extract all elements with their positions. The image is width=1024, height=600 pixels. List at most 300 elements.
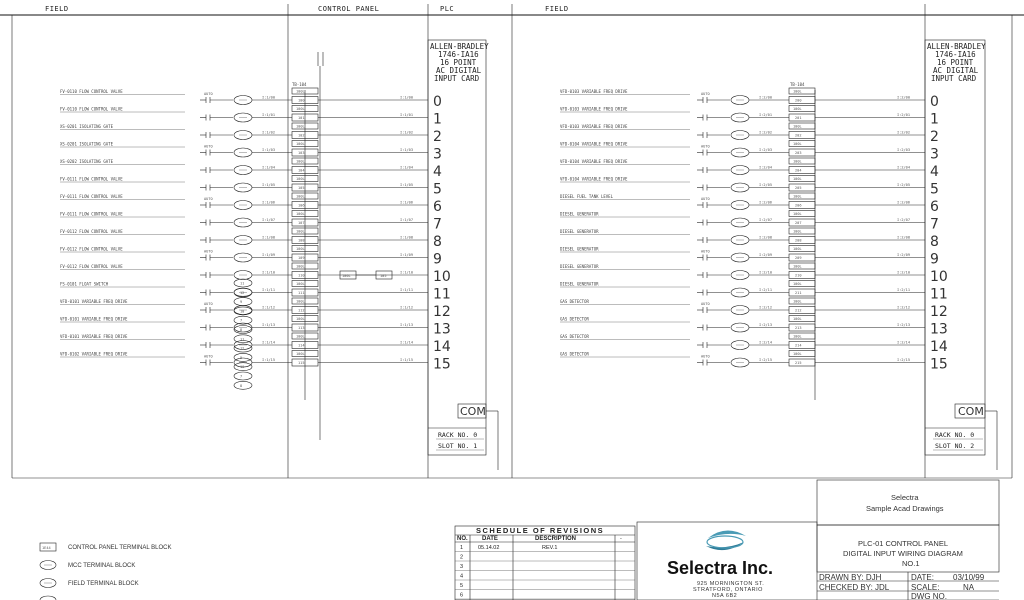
input-point-number: 15 xyxy=(930,356,948,373)
wire-tag: I:2/11 xyxy=(759,288,772,292)
terminal-number: 205 xyxy=(795,186,802,190)
input-point-number: 6 xyxy=(433,199,442,215)
device-description: FV-0112 FLOW CONTROL VALVE xyxy=(60,246,123,252)
drawing-title: DIGITAL INPUT WIRING DIAGRAM xyxy=(843,549,963,558)
device-description: FV-0111 FLOW CONTROL VALVE xyxy=(60,194,123,199)
wire-tag: I:1/07 xyxy=(262,218,275,222)
card-line: INPUT CARD xyxy=(434,74,480,83)
plc-address: I:2/14 xyxy=(897,340,910,345)
device-description: VFD-0104 VARIABLE FREQ DRIVE xyxy=(560,176,628,182)
panel-terminal-block xyxy=(789,202,815,209)
auto-label: AUTO xyxy=(204,302,213,306)
mcc-terminal-symbol xyxy=(234,353,252,361)
device-description: FV-0111 FLOW CONTROL VALVE xyxy=(60,176,123,182)
mcc-terminal-symbol xyxy=(234,381,252,389)
common-terminal-label: 100L xyxy=(296,142,305,146)
revision-no: 6 xyxy=(460,592,464,599)
mcc-terminal-number: 8 xyxy=(240,328,243,332)
device-description: VFD-0103 VARIABLE FREQ DRIVE xyxy=(560,106,628,112)
device-description: DIESEL GENERATOR xyxy=(560,211,599,217)
rack-label-right: RACK NO. 0 xyxy=(935,431,975,439)
rev-col-no: NO. xyxy=(457,536,468,542)
mcc-terminal-number: 12 xyxy=(240,290,245,295)
terminal-number: 108 xyxy=(298,238,305,243)
input-point-number: 12 xyxy=(930,304,948,320)
device-description: FV-0112 FLOW CONTROL VALVE xyxy=(60,229,123,234)
wire-tag: I:2/03 xyxy=(759,148,772,152)
common-terminal-label: 100L xyxy=(296,229,305,234)
wire-tag: I:1/03 xyxy=(262,148,275,152)
mcc-terminal-number: 9 xyxy=(240,355,243,360)
input-point-number: 1 xyxy=(433,111,442,128)
legend-item: FIELD TERMINAL BLOCK xyxy=(68,581,139,587)
panel-terminal-block xyxy=(789,342,815,349)
tb-label-right: TB-104 xyxy=(790,82,805,87)
input-point-number: 2 xyxy=(433,129,442,145)
wire-tag: I:2/04 xyxy=(759,165,772,170)
input-points-left xyxy=(433,94,451,373)
plc-address: I:2/01 xyxy=(897,113,910,117)
plc-address: I:1/03 xyxy=(400,148,413,152)
terminal-number: 201 xyxy=(795,116,802,120)
mcc-terminal-number: 7 xyxy=(240,374,243,379)
device-description: FV-0110 FLOW CONTROL VALVE xyxy=(60,106,123,112)
device-description: DIESEL GENERATOR xyxy=(560,229,599,234)
terminal-number: 100 xyxy=(298,98,305,103)
common-terminal-label: 100L xyxy=(793,124,802,129)
panel-terminal-block xyxy=(789,324,815,331)
legend-item: MCC TERMINAL BLOCK xyxy=(68,563,136,569)
plc-address: I:1/09 xyxy=(400,253,413,257)
auto-label: AUTO xyxy=(701,302,710,306)
auto-label: AUTO xyxy=(204,92,213,96)
device-description: VFD-0101 VARIABLE FREQ DRIVE xyxy=(60,299,128,304)
company-logo xyxy=(706,530,746,550)
panel-terminal-block xyxy=(789,167,815,174)
wire-tag: I:2/15 xyxy=(759,358,772,362)
terminal-number: 202 xyxy=(795,133,802,138)
drawn-by: DRAWN BY: DJH xyxy=(819,573,882,582)
wiring-row xyxy=(560,158,925,175)
wiring-row xyxy=(560,281,925,298)
plc-address: I:1/13 xyxy=(400,323,413,327)
terminal-number: 112 xyxy=(298,308,305,313)
plc-address: I:1/11 xyxy=(400,288,413,292)
common-terminal-label: 100L xyxy=(296,194,305,199)
plc-address: I:1/00 xyxy=(400,95,413,100)
plc-address: I:2/03 xyxy=(897,148,910,152)
terminal-number: 214 xyxy=(795,343,802,348)
device-description: DIESEL FUEL TANK LEVEL xyxy=(560,194,613,199)
common-terminal-label: 100L xyxy=(296,282,305,286)
terminal-number: 206 xyxy=(795,203,802,208)
common-terminal-label: 100L xyxy=(793,282,802,286)
company-address: STRATFORD, ONTARIO xyxy=(693,587,763,593)
plc-address: I:2/12 xyxy=(897,305,910,310)
mcc-terminal-number: 8 xyxy=(240,383,243,388)
auto-label: AUTO xyxy=(204,197,213,201)
wiring-row xyxy=(560,351,925,368)
wire-tag: I:2/07 xyxy=(759,218,772,222)
device-description: VFD-0102 VARIABLE FREQ DRIVE xyxy=(60,351,128,357)
auto-label: AUTO xyxy=(701,197,710,201)
common-terminal-label: 100L xyxy=(296,107,305,111)
input-point-number: 4 xyxy=(433,164,442,180)
panel-terminal-block xyxy=(789,237,815,244)
input-point-number: 9 xyxy=(930,251,939,268)
wiring-row xyxy=(560,176,925,193)
wire-tag: I:2/05 xyxy=(759,183,772,187)
mcc-terminal-number: 11 xyxy=(240,281,245,286)
scale-value: NA xyxy=(963,583,975,592)
terminal-number: 207 xyxy=(795,221,802,225)
common-terminal-label: 100L xyxy=(793,142,802,146)
wire-tag: I:2/10 xyxy=(759,270,772,275)
legend-item: CONTROL PANEL TERMINAL BLOCK xyxy=(68,545,172,551)
input-point-number: 8 xyxy=(930,234,939,250)
input-point-number: 2 xyxy=(930,129,939,145)
wiring-rows-left xyxy=(60,88,428,389)
terminal-number: 110 xyxy=(298,273,305,278)
common-terminal-label: 100L xyxy=(793,159,802,164)
auto-label: AUTO xyxy=(701,92,710,96)
wiring-row xyxy=(560,263,925,280)
device-description: XS-0201 ISOLATING GATE xyxy=(60,141,113,147)
common-terminal-label: 100L xyxy=(793,264,802,269)
mcc-terminal-symbol xyxy=(234,372,252,380)
terminal-number: 215 xyxy=(795,361,802,365)
card-line: 1746-IA16 xyxy=(438,50,479,59)
common-terminal-label: 100L xyxy=(793,107,802,111)
header-field-right: FIELD xyxy=(545,5,569,13)
company-name: Selectra Inc. xyxy=(667,558,774,578)
wiring-row xyxy=(60,176,428,193)
terminal-number: 109 xyxy=(298,256,305,260)
panel-terminal-block xyxy=(789,272,815,279)
device-description: VFD-0103 VARIABLE FREQ DRIVE xyxy=(560,89,628,94)
plc-address: I:1/02 xyxy=(400,130,413,135)
input-point-number: 1 xyxy=(930,111,939,128)
device-description: VFD-0104 VARIABLE FREQ DRIVE xyxy=(560,159,628,164)
input-point-number: 5 xyxy=(433,181,442,198)
card-line: ALLEN-BRADLEY xyxy=(927,42,986,51)
panel-terminal-block xyxy=(789,97,815,104)
input-point-number: 10 xyxy=(930,269,948,285)
slot-label-right: SLOT NO. 2 xyxy=(935,442,975,450)
plc-address: I:2/09 xyxy=(897,253,910,257)
input-point-number: 11 xyxy=(930,286,948,303)
wiring-row xyxy=(60,193,428,210)
wiring-row xyxy=(60,106,428,123)
mcc-terminal-symbol xyxy=(234,298,252,306)
rev-col-desc: DESCRIPTION xyxy=(535,536,577,542)
wire-tag: I:1/12 xyxy=(262,305,275,310)
revision-no: 1 xyxy=(460,545,464,551)
terminal-number: 101 xyxy=(298,116,305,120)
input-point-number: 4 xyxy=(930,164,939,180)
plc-address: I:2/11 xyxy=(897,288,910,292)
wire-tag: I:1/13 xyxy=(262,323,275,327)
plc-address: I:1/04 xyxy=(400,165,413,170)
terminal-number: 210 xyxy=(795,273,802,278)
wiring-row xyxy=(560,106,925,123)
revision-no: 5 xyxy=(460,583,464,589)
legend-tag: 1E44 xyxy=(42,546,51,550)
common-terminal-label: 100L xyxy=(793,317,802,321)
plc-address: I:1/10 xyxy=(400,270,413,275)
input-point-number: 11 xyxy=(433,286,451,303)
revision-date: 05.14.02 xyxy=(478,545,500,551)
terminal-number: 211 xyxy=(795,291,802,295)
auto-label: AUTO xyxy=(701,249,710,254)
auto-label: AUTO xyxy=(204,144,213,149)
wire-tag: I:1/06 xyxy=(262,200,275,205)
common-terminal-label: 100L xyxy=(793,194,802,199)
device-description: GAS DETECTOR xyxy=(560,316,589,322)
plc-address: I:2/07 xyxy=(897,218,910,222)
input-point-number: 10 xyxy=(433,269,451,285)
plc-address: I:2/08 xyxy=(897,235,910,240)
common-terminal-label: 100L xyxy=(296,299,305,304)
company-address: N5A 6B2 xyxy=(712,593,738,599)
device-description: VFD-0104 VARIABLE FREQ DRIVE xyxy=(560,141,628,147)
plc-address: I:2/13 xyxy=(897,323,910,327)
project-name: Sample Acad Drawings xyxy=(866,504,944,513)
terminal-number: 102 xyxy=(298,133,305,138)
terminal-number: 209 xyxy=(795,256,802,260)
wire-tag: I:2/09 xyxy=(759,253,772,257)
revisions-title: SCHEDULE OF REVISIONS xyxy=(476,526,605,535)
revision-description: REV.1 xyxy=(542,545,558,551)
wire-tag: I:2/08 xyxy=(759,235,772,240)
plc-address: I:1/01 xyxy=(400,113,413,117)
drawing-title: NO.1 xyxy=(902,559,920,568)
scale-label: SCALE: xyxy=(911,583,940,592)
terminal-number: 111 xyxy=(298,291,305,295)
common-terminal-label: 100L xyxy=(296,89,305,94)
common-terminal-label: 100L xyxy=(296,247,305,251)
terminal-number: 104 xyxy=(298,168,305,173)
com-label-left: COM xyxy=(460,405,486,418)
plc-address: I:1/05 xyxy=(400,183,413,187)
revision-no: 3 xyxy=(460,564,464,570)
rev-col-date: DATE xyxy=(482,536,498,542)
mcc-terminal-number: 10 xyxy=(240,309,245,314)
wiring-row xyxy=(60,263,428,280)
panel-terminal-block xyxy=(789,359,815,366)
card-line: 1746-IA16 xyxy=(935,50,976,59)
wire-tag: I:1/09 xyxy=(262,253,275,257)
wiring-row xyxy=(60,158,428,175)
card-line: ALLEN-BRADLEY xyxy=(430,42,489,51)
wiring-row xyxy=(60,123,428,140)
terminal-number: 208 xyxy=(795,238,802,243)
jumper-label: 100L xyxy=(342,274,351,278)
wiring-row xyxy=(560,316,925,333)
wiring-row xyxy=(60,316,428,333)
date-value: 03/10/99 xyxy=(953,573,985,582)
rack-label-left: RACK NO. 0 xyxy=(438,431,478,439)
input-point-number: 15 xyxy=(433,356,451,373)
device-description: DIESEL GENERATOR xyxy=(560,246,599,252)
input-point-number: 14 xyxy=(930,339,948,355)
drawing-title: PLC-01 CONTROL PANEL xyxy=(858,539,949,548)
tb-label-left: TB-104 xyxy=(292,82,307,87)
wiring-row xyxy=(60,141,428,158)
device-description: DIESEL GENERATOR xyxy=(560,264,599,269)
input-point-number: 12 xyxy=(433,304,451,320)
wiring-row xyxy=(560,298,925,315)
wire-tag: I:2/13 xyxy=(759,323,772,327)
date-label: DATE: xyxy=(911,573,934,582)
wire-tag: I:1/04 xyxy=(262,165,275,170)
common-terminal-label: 100L xyxy=(793,177,802,181)
common-terminal-label: 100L xyxy=(793,89,802,94)
device-description: XS-0202 ISOLATING GATE xyxy=(60,159,113,164)
device-description: FV-0112 FLOW CONTROL VALVE xyxy=(60,264,123,269)
plc-address: I:2/06 xyxy=(897,200,910,205)
company-block xyxy=(637,522,817,600)
supply-marker-left xyxy=(318,52,323,66)
device-description: FV-0110 FLOW CONTROL VALVE xyxy=(60,89,123,94)
common-terminal-label: 100L xyxy=(296,317,305,321)
input-point-number: 13 xyxy=(930,321,948,338)
input-point-number: 14 xyxy=(433,339,451,355)
terminal-number: 113 xyxy=(298,326,305,330)
header-field-left: FIELD xyxy=(45,5,69,13)
svg-text:-: - xyxy=(620,536,622,542)
common-terminal-label: 100L xyxy=(296,212,305,216)
jumper-label: 105 xyxy=(380,274,387,278)
plc-address: I:1/14 xyxy=(400,340,413,345)
auto-label: AUTO xyxy=(701,354,710,359)
wire-tag: I:2/00 xyxy=(759,95,772,100)
panel-terminal-block xyxy=(789,289,815,296)
panel-terminal-block xyxy=(789,254,815,261)
header-control-panel: CONTROL PANEL xyxy=(318,5,380,13)
company-address: 925 MORNINGTON ST. xyxy=(697,581,765,587)
terminal-number: 204 xyxy=(795,168,802,173)
input-points-right xyxy=(930,94,948,373)
device-description: VFD-0101 VARIABLE FREQ DRIVE xyxy=(60,334,128,339)
plc-address: I:2/10 xyxy=(897,270,910,275)
mcc-terminal-number: 11 xyxy=(240,337,245,342)
device-description: VFD-0103 VARIABLE FREQ DRIVE xyxy=(560,124,628,129)
plc-address: I:1/08 xyxy=(400,235,413,240)
wiring-row xyxy=(560,211,925,228)
card-line: AC DIGITAL xyxy=(436,66,482,75)
wire-tag: I:1/14 xyxy=(262,340,275,345)
auto-label: AUTO xyxy=(204,354,213,359)
wire-tag: I:1/02 xyxy=(262,130,275,135)
panel-terminal-block xyxy=(789,132,815,139)
wiring-row xyxy=(560,123,925,140)
input-point-number: 0 xyxy=(930,94,939,110)
wiring-row xyxy=(60,246,428,263)
device-description: XS-0201 ISOLATING GATE xyxy=(60,124,113,129)
wire-tag: I:2/01 xyxy=(759,113,772,117)
wiring-row xyxy=(60,88,428,105)
wiring-row xyxy=(560,141,925,158)
wire-tag: I:2/06 xyxy=(759,200,772,205)
plc-address: I:2/05 xyxy=(897,183,910,187)
revisions-table xyxy=(455,526,635,600)
wire-tag: I:1/11 xyxy=(262,288,275,292)
terminal-number: 203 xyxy=(795,151,802,155)
terminal-number: 200 xyxy=(795,98,802,103)
plc-card-right xyxy=(925,40,997,470)
input-point-number: 3 xyxy=(433,146,442,163)
panel-terminal-block xyxy=(789,307,815,314)
wiring-row xyxy=(60,228,428,245)
plc-address: I:2/04 xyxy=(897,165,910,170)
device-description: DIESEL GENERATOR xyxy=(560,281,599,287)
device-description: VFD-0101 VARIABLE FREQ DRIVE xyxy=(60,316,128,322)
jumper-point-9 xyxy=(340,271,392,279)
common-terminal-label: 100L xyxy=(793,229,802,234)
slot-label-left: SLOT NO. 1 xyxy=(438,442,478,450)
terminal-number: 115 xyxy=(298,361,305,365)
panel-terminal-block xyxy=(789,219,815,226)
auto-label: AUTO xyxy=(204,249,213,254)
legend xyxy=(40,543,171,600)
common-terminal-label: 100L xyxy=(793,247,802,251)
plc-address: I:1/06 xyxy=(400,200,413,205)
terminal-number: 106 xyxy=(298,203,305,208)
panel-terminal-block xyxy=(789,184,815,191)
wire-tag: I:2/14 xyxy=(759,340,772,345)
title-block xyxy=(817,480,999,600)
common-terminal-label: 100L xyxy=(296,159,305,164)
terminal-number: 212 xyxy=(795,308,802,313)
input-point-number: 3 xyxy=(930,146,939,163)
device-description: FV-0111 FLOW CONTROL VALVE xyxy=(60,211,123,217)
wiring-row xyxy=(560,333,925,350)
common-terminal-label: 100L xyxy=(793,334,802,339)
mcc-terminal-number: 9 xyxy=(240,300,243,305)
input-point-number: 7 xyxy=(930,216,939,233)
common-terminal-label: 100L xyxy=(296,352,305,356)
common-terminal-label: 100L xyxy=(296,264,305,269)
card-line: 16 POINT xyxy=(937,58,974,67)
revision-no: 4 xyxy=(460,573,464,580)
input-point-number: 6 xyxy=(930,199,939,215)
client-name: Selectra xyxy=(891,493,919,502)
device-description: GAS DETECTOR xyxy=(560,351,589,357)
wiring-rows-right xyxy=(560,88,925,367)
common-terminal-label: 100L xyxy=(296,334,305,339)
plc-address: I:2/02 xyxy=(897,130,910,135)
wire-tag: I:1/15 xyxy=(262,358,275,362)
mcc-terminal-number: 10 xyxy=(240,365,245,370)
card-line: INPUT CARD xyxy=(931,74,977,83)
terminal-number: 105 xyxy=(298,186,305,190)
common-terminal-label: 100L xyxy=(296,177,305,181)
plc-address: I:2/15 xyxy=(897,358,910,362)
plc-address: I:1/12 xyxy=(400,305,413,310)
common-terminal-label: 100L xyxy=(793,212,802,216)
common-terminal-label: 100L xyxy=(793,299,802,304)
wire-tag: I:1/01 xyxy=(262,113,275,117)
wiring-row xyxy=(560,88,925,105)
input-point-number: 13 xyxy=(433,321,451,338)
wiring-row xyxy=(560,193,925,210)
wire-tag: I:2/02 xyxy=(759,130,772,135)
card-line: AC DIGITAL xyxy=(933,66,979,75)
plc-card-left xyxy=(428,40,498,470)
terminal-number: 213 xyxy=(795,326,802,330)
device-description: GAS DETECTOR xyxy=(560,299,589,304)
